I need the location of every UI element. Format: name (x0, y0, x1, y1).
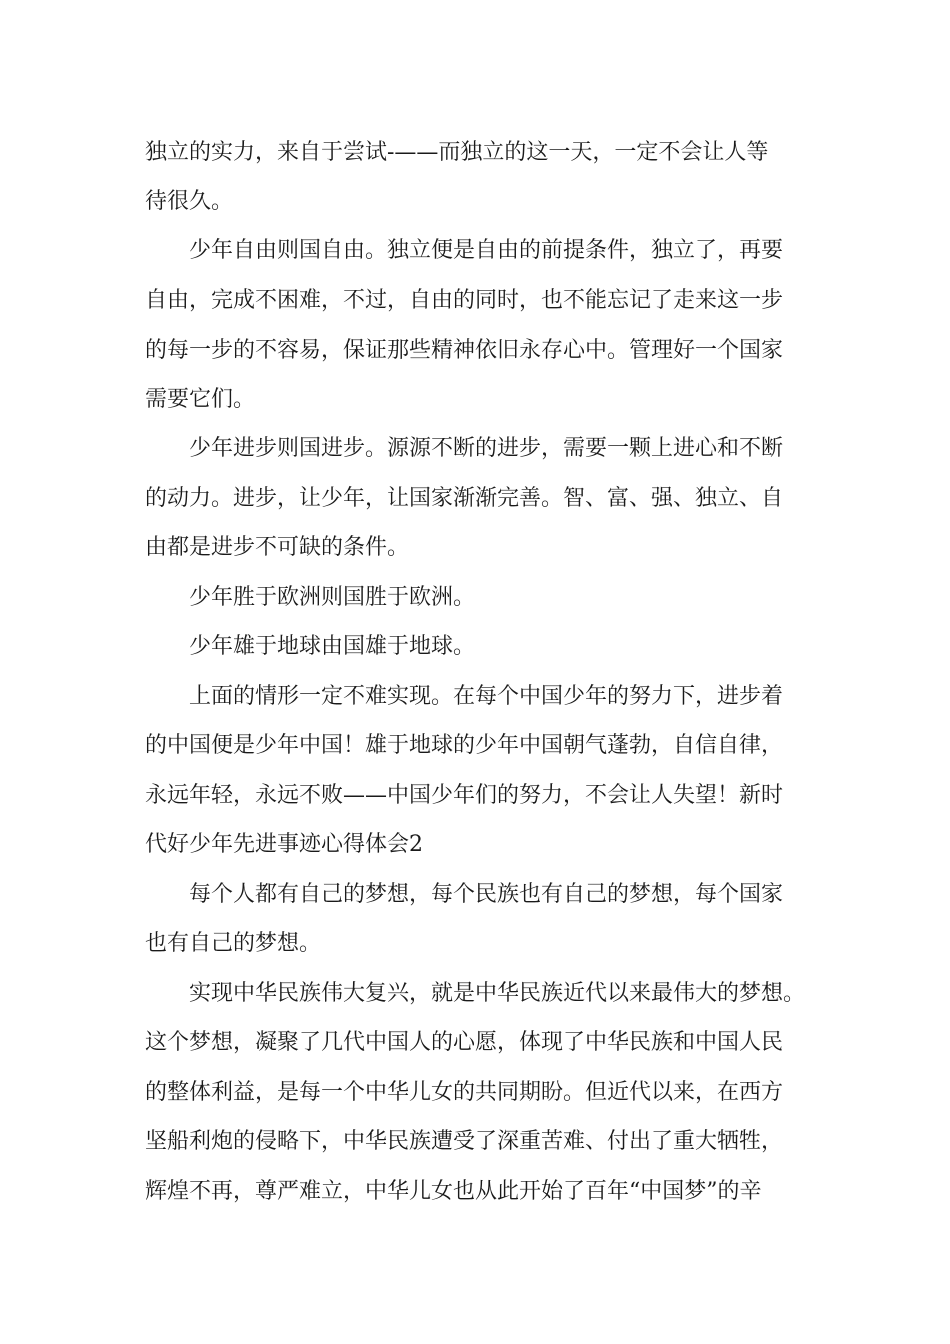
text-line: 少年进步则国进步。源源不断的进步，需要一颗上进心和不断 (189, 436, 784, 461)
text-line: 这个梦想，凝聚了几代中国人的心愿，体现了中华民族和中国人民 (145, 1030, 784, 1055)
text-line: 少年自由则国自由。独立便是自由的前提条件，独立了，再要 (189, 238, 784, 263)
text-line: 的动力。进步，让少年，让国家渐渐完善。智、富、强、独立、自 (145, 486, 784, 511)
text-line: 需要它们。 (145, 387, 256, 412)
text-line: 待很久。 (145, 189, 234, 214)
text-line: 自由，完成不困难，不过，自由的同时，也不能忘记了走来这一步 (145, 288, 784, 313)
text-line: 由都是进步不可缺的条件。 (145, 535, 410, 560)
text-line: 实现中华民族伟大复兴，就是中华民族近代以来最伟大的梦想。 (189, 981, 806, 1006)
text-line: 永远年轻，永远不败——中国少年们的努力，不会让人失望！新时 (145, 783, 784, 808)
text-line: 少年雄于地球由国雄于地球。 (189, 634, 476, 659)
text-line: 少年胜于欧洲则国胜于欧洲。 (189, 585, 476, 610)
text-line: 的中国便是少年中国！雄于地球的少年中国朝气蓬勃，自信自律， (145, 733, 784, 758)
text-line: 代好少年先进事迹心得体会2 (145, 832, 423, 857)
text-line: 坚船利炮的侵略下，中华民族遭受了深重苦难、付出了重大牺牲， (145, 1129, 784, 1154)
text-line: 的整体利益，是每一个中华儿女的共同期盼。但近代以来，在西方 (145, 1080, 784, 1105)
text-line: 辉煌不再，尊严难立，中华儿女也从此开始了百年“中国梦”的辛 (145, 1179, 762, 1204)
text-line: 上面的情形一定不难实现。在每个中国少年的努力下，进步着 (189, 684, 784, 709)
text-line: 每个人都有自己的梦想，每个民族也有自己的梦想，每个国家 (189, 882, 784, 907)
text-line: 独立的实力，来自于尝试-——而独立的这一天，一定不会让人等 (145, 140, 769, 165)
text-line: 也有自己的梦想。 (145, 931, 322, 956)
text-line: 的每一步的不容易，保证那些精神依旧永存心中。管理好一个国家 (145, 338, 784, 363)
